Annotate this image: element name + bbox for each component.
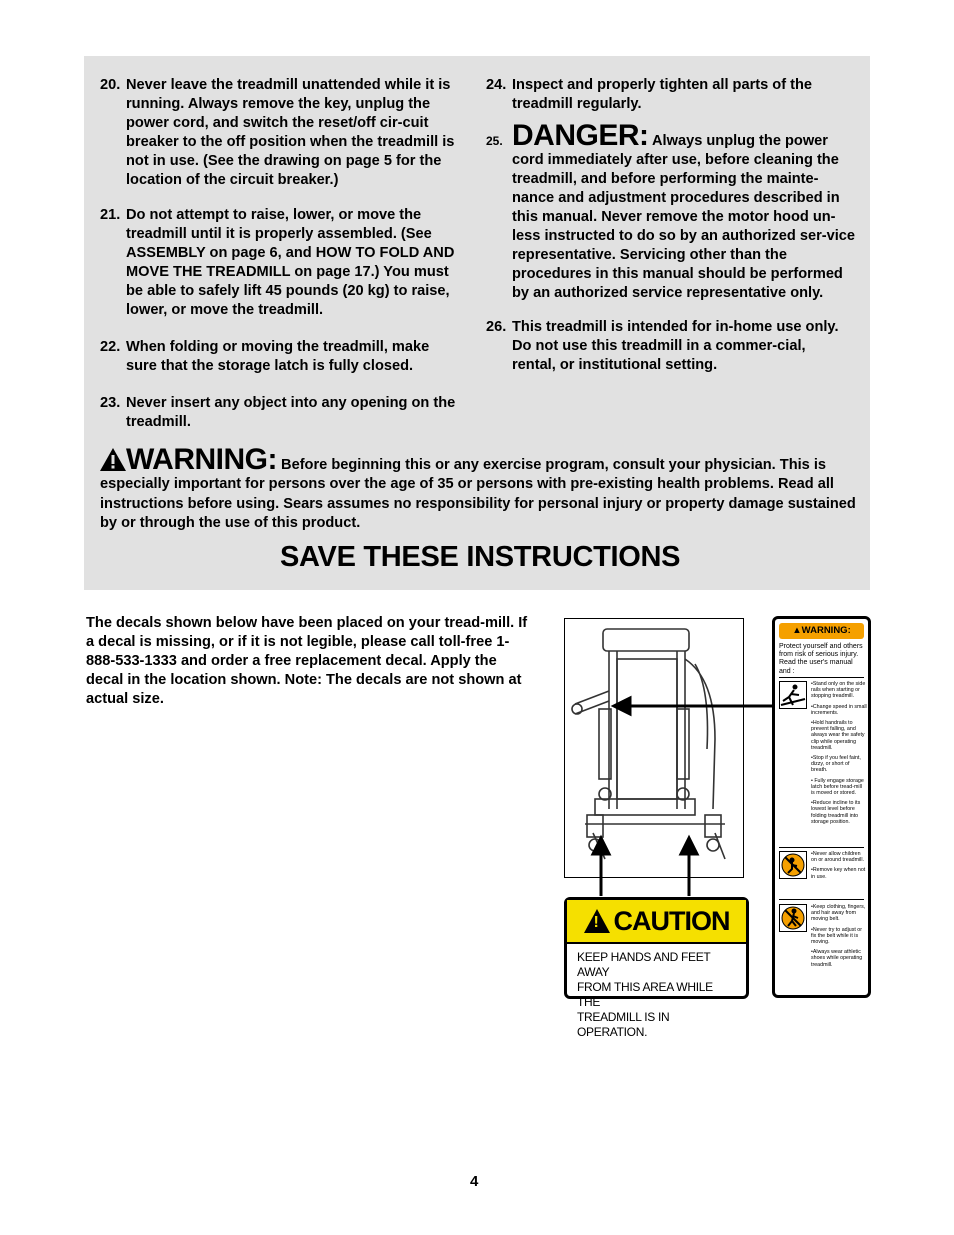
decal-intro-text: The decals shown below have been placed on your tread-mill. If a decal is missing, or if it is not legible, please call toll-free 1-888-533-1333 and order a free replacement decal. Apply the decal in the location shown. Note: The decals are not shown at actual size. [86, 615, 528, 707]
warning-decal-section-2: •Never allow children on or around treadmill. •Remove key when not in use. [811, 851, 866, 880]
warning-decal-section-1: •Stand only on the side rails when starting or stopping treadmill. •Change speed in small increments. •Hold handrails to prevent falling, and always wear the safety clip while operating treadmill. •Stop if you feel faint, dizzy, or short of breath. • Fully engage storage latch before tread-mill is moved or stored. •Reduce incline to its lowest level before folding treadmill into storage position. [811, 681, 867, 825]
caution-decal-text: KEEP HANDS AND FEET AWAY FROM THIS AREA WHILE THE TREADMILL IS IN OPERATION. [577, 950, 713, 1039]
instruction-21: 21. Do not attempt to raise, lower, or move the treadmill until it is properly assembled. (See ASSEMBLY on page 6, and HOW TO FOLD AND MOVE THE TREADMILL on page 17.) You must be able to safely lift 45 pounds (20 kg) to raise, lower, or move the treadmill. [100, 207, 455, 318]
instruction-24: 24. Inspect and properly tighten all parts of the treadmill regularly. [486, 77, 813, 112]
instruction-25: 25. DANGER: Always unplug the power cord immediately after use, before cleaning the treadmill, and before performing the mainte-nance and adjustment procedures described in this manual. Never remove the motor hood un-less instructed to do so by an authorized ser-vice representative. Servicing other than the procedures in this manual should be performed by an authorized service representative only. [486, 119, 856, 301]
warning-decal-divider [779, 677, 864, 678]
caution-decal-header: ! CAUTION [567, 900, 746, 944]
instruction-22: 22. When folding or moving the treadmill, make sure that the storage latch is fully closed. [100, 339, 430, 374]
moving-belt-hazard-icon [779, 904, 807, 932]
warning-small-triangle-icon: ▲ [792, 625, 802, 636]
instruction-26: 26. This treadmill is intended for in-home use only. Do not use this treadmill in a commer-cial, rental, or institutional setting. [486, 319, 839, 373]
warning-decal-intro: Protect yourself and others from risk of serious injury. Read the user's manual and : [779, 643, 863, 675]
save-instructions-title: SAVE THESE INSTRUCTIONS [280, 541, 681, 573]
warning-decal-divider [779, 899, 864, 900]
instruction-20: 20. Never leave the treadmill unattended while it is running. Always remove the key, unplug the power cord, and switch the reset/off cir-cuit breaker to the off position when the treadmill is not in use. (See the drawing on page 5 for the location of the circuit breaker.) [100, 77, 455, 188]
danger-label: DANGER: [512, 119, 649, 152]
warning-decal-divider [779, 847, 864, 848]
caution-triangle-icon [584, 909, 610, 933]
warning-label: WARNING: [126, 443, 277, 476]
warning-decal [772, 616, 871, 998]
warning-decal-header: ▲WARNING: [779, 623, 864, 639]
no-children-icon [779, 851, 807, 879]
falling-person-icon [779, 681, 807, 709]
warning-decal-section-3: •Keep clothing, fingers, and hair away from moving belt. •Never try to adjust or fix the belt while it is moving. •Always wear athletic shoes while operating treadmill. [811, 904, 866, 968]
page-number: 4 [470, 1173, 479, 1190]
caution-decal [564, 897, 749, 1039]
instruction-23: 23. Never insert any object into any opening on the treadmill. [100, 395, 456, 430]
warning-statement: WARNING: Before beginning this or any exercise program, consult your physician. This is especially important for persons over the age of 35 or persons with pre-existing health problems. Read all instructions before using. Sears assumes no responsibility for personal injury or property damage sustained by or through the use of this product. [100, 443, 856, 531]
